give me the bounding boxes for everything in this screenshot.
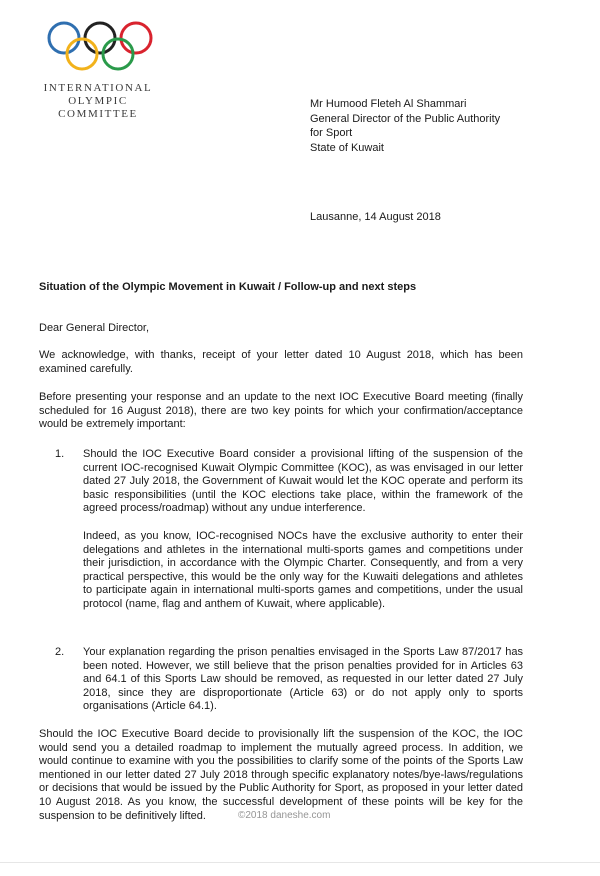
letter-date: Lausanne, 14 August 2018 bbox=[310, 211, 441, 223]
addressee-line-2: General Director of the Public Authority bbox=[310, 112, 501, 125]
list-number-2: 2. bbox=[55, 646, 65, 658]
green-ring bbox=[103, 39, 133, 69]
addressee-block bbox=[310, 97, 570, 155]
yellow-ring bbox=[67, 39, 97, 69]
org-line-1: INTERNATIONAL bbox=[43, 82, 153, 94]
list-item-2-text: Your explanation regarding the prison penalties envisaged in the Sports Law 87/2017 has been noted. However, we still believe that the prison penalties provided for in Articles 63 and 64.1 of this Sports Law should be removed, as requested in our letter dated 27 July 2018, since they are disproportionate (Article 63) or do not apply only to sports organisations (Article 64.1). bbox=[83, 646, 523, 713]
addressee-line-4: State of Kuwait bbox=[310, 141, 384, 154]
red-ring bbox=[121, 23, 151, 53]
list-item-1-text-b: Indeed, as you know, IOC-recognised NOCs have the exclusive authority to enter their delegations and athletes in the international multi-sports games and competitions under their jurisdiction, in accordance with the Olympic Charter. Consequently, and from a very practical perspective, this would be the only way for the Kuwaiti delegations and athletes to participate again in international multi-sports games and competitions, under the usual protocol (name, flag and anthem of Kuwait, where applicable). bbox=[83, 530, 523, 610]
organization-name bbox=[40, 82, 156, 121]
paragraph-key-points-intro: Before presenting your response and an update to the next IOC Executive Board meeting (finally scheduled for 16 August 2018), there are two key points for which your confirmation/acceptance would be extremely important: bbox=[39, 391, 523, 431]
blue-ring bbox=[49, 23, 79, 53]
olympic-rings-logo bbox=[44, 18, 156, 78]
list-item-1-text-a: Should the IOC Executive Board consider a provisional lifting of the suspension of the current IOC-recognised Kuwait Olympic Committee (KOC), as was envisaged in our letter dated 27 July 2018, the Government of Kuwait would let the KOC operate and perform its basic responsibilities (until the KOC elections take place, within the framework of the agreed process/roadmap) without any undue interference. bbox=[83, 448, 523, 515]
page-bottom-divider bbox=[0, 862, 600, 863]
watermark-text: ©2018 daneshe.com bbox=[238, 810, 331, 821]
addressee-line-1: Mr Humood Fleteh Al Shammari bbox=[310, 98, 467, 110]
org-line-3: COMMITTEE bbox=[58, 108, 138, 120]
list-number-1: 1. bbox=[55, 448, 65, 460]
org-line-2: OLYMPIC bbox=[68, 95, 128, 107]
letter-subject: Situation of the Olympic Movement in Kuwait / Follow-up and next steps bbox=[39, 281, 417, 293]
addressee-line-3: for Sport bbox=[310, 127, 353, 139]
paragraph-acknowledgement: We acknowledge, with thanks, receipt of your letter dated 10 August 2018, which has been examined carefully. bbox=[39, 349, 523, 375]
black-ring bbox=[85, 23, 115, 53]
salutation: Dear General Director, bbox=[39, 322, 150, 334]
paragraph-roadmap: Should the IOC Executive Board decide to provisionally lift the suspension of the KOC, the IOC would send you a detailed roadmap to implement the mutually agreed process. In addition, we would continue to examine with you the possibilities to clarify some of the points of the Sports Law mentioned in our letter dated 27 July 2018 through specific explanatory notes/bye-laws/regulations or decisions that would be issued by the Public Authority for Sport, as proposed in your letter dated 10 August 2018. As you know, the successful development of these points will be key for the suspension to be definitively lifted. bbox=[39, 728, 523, 822]
